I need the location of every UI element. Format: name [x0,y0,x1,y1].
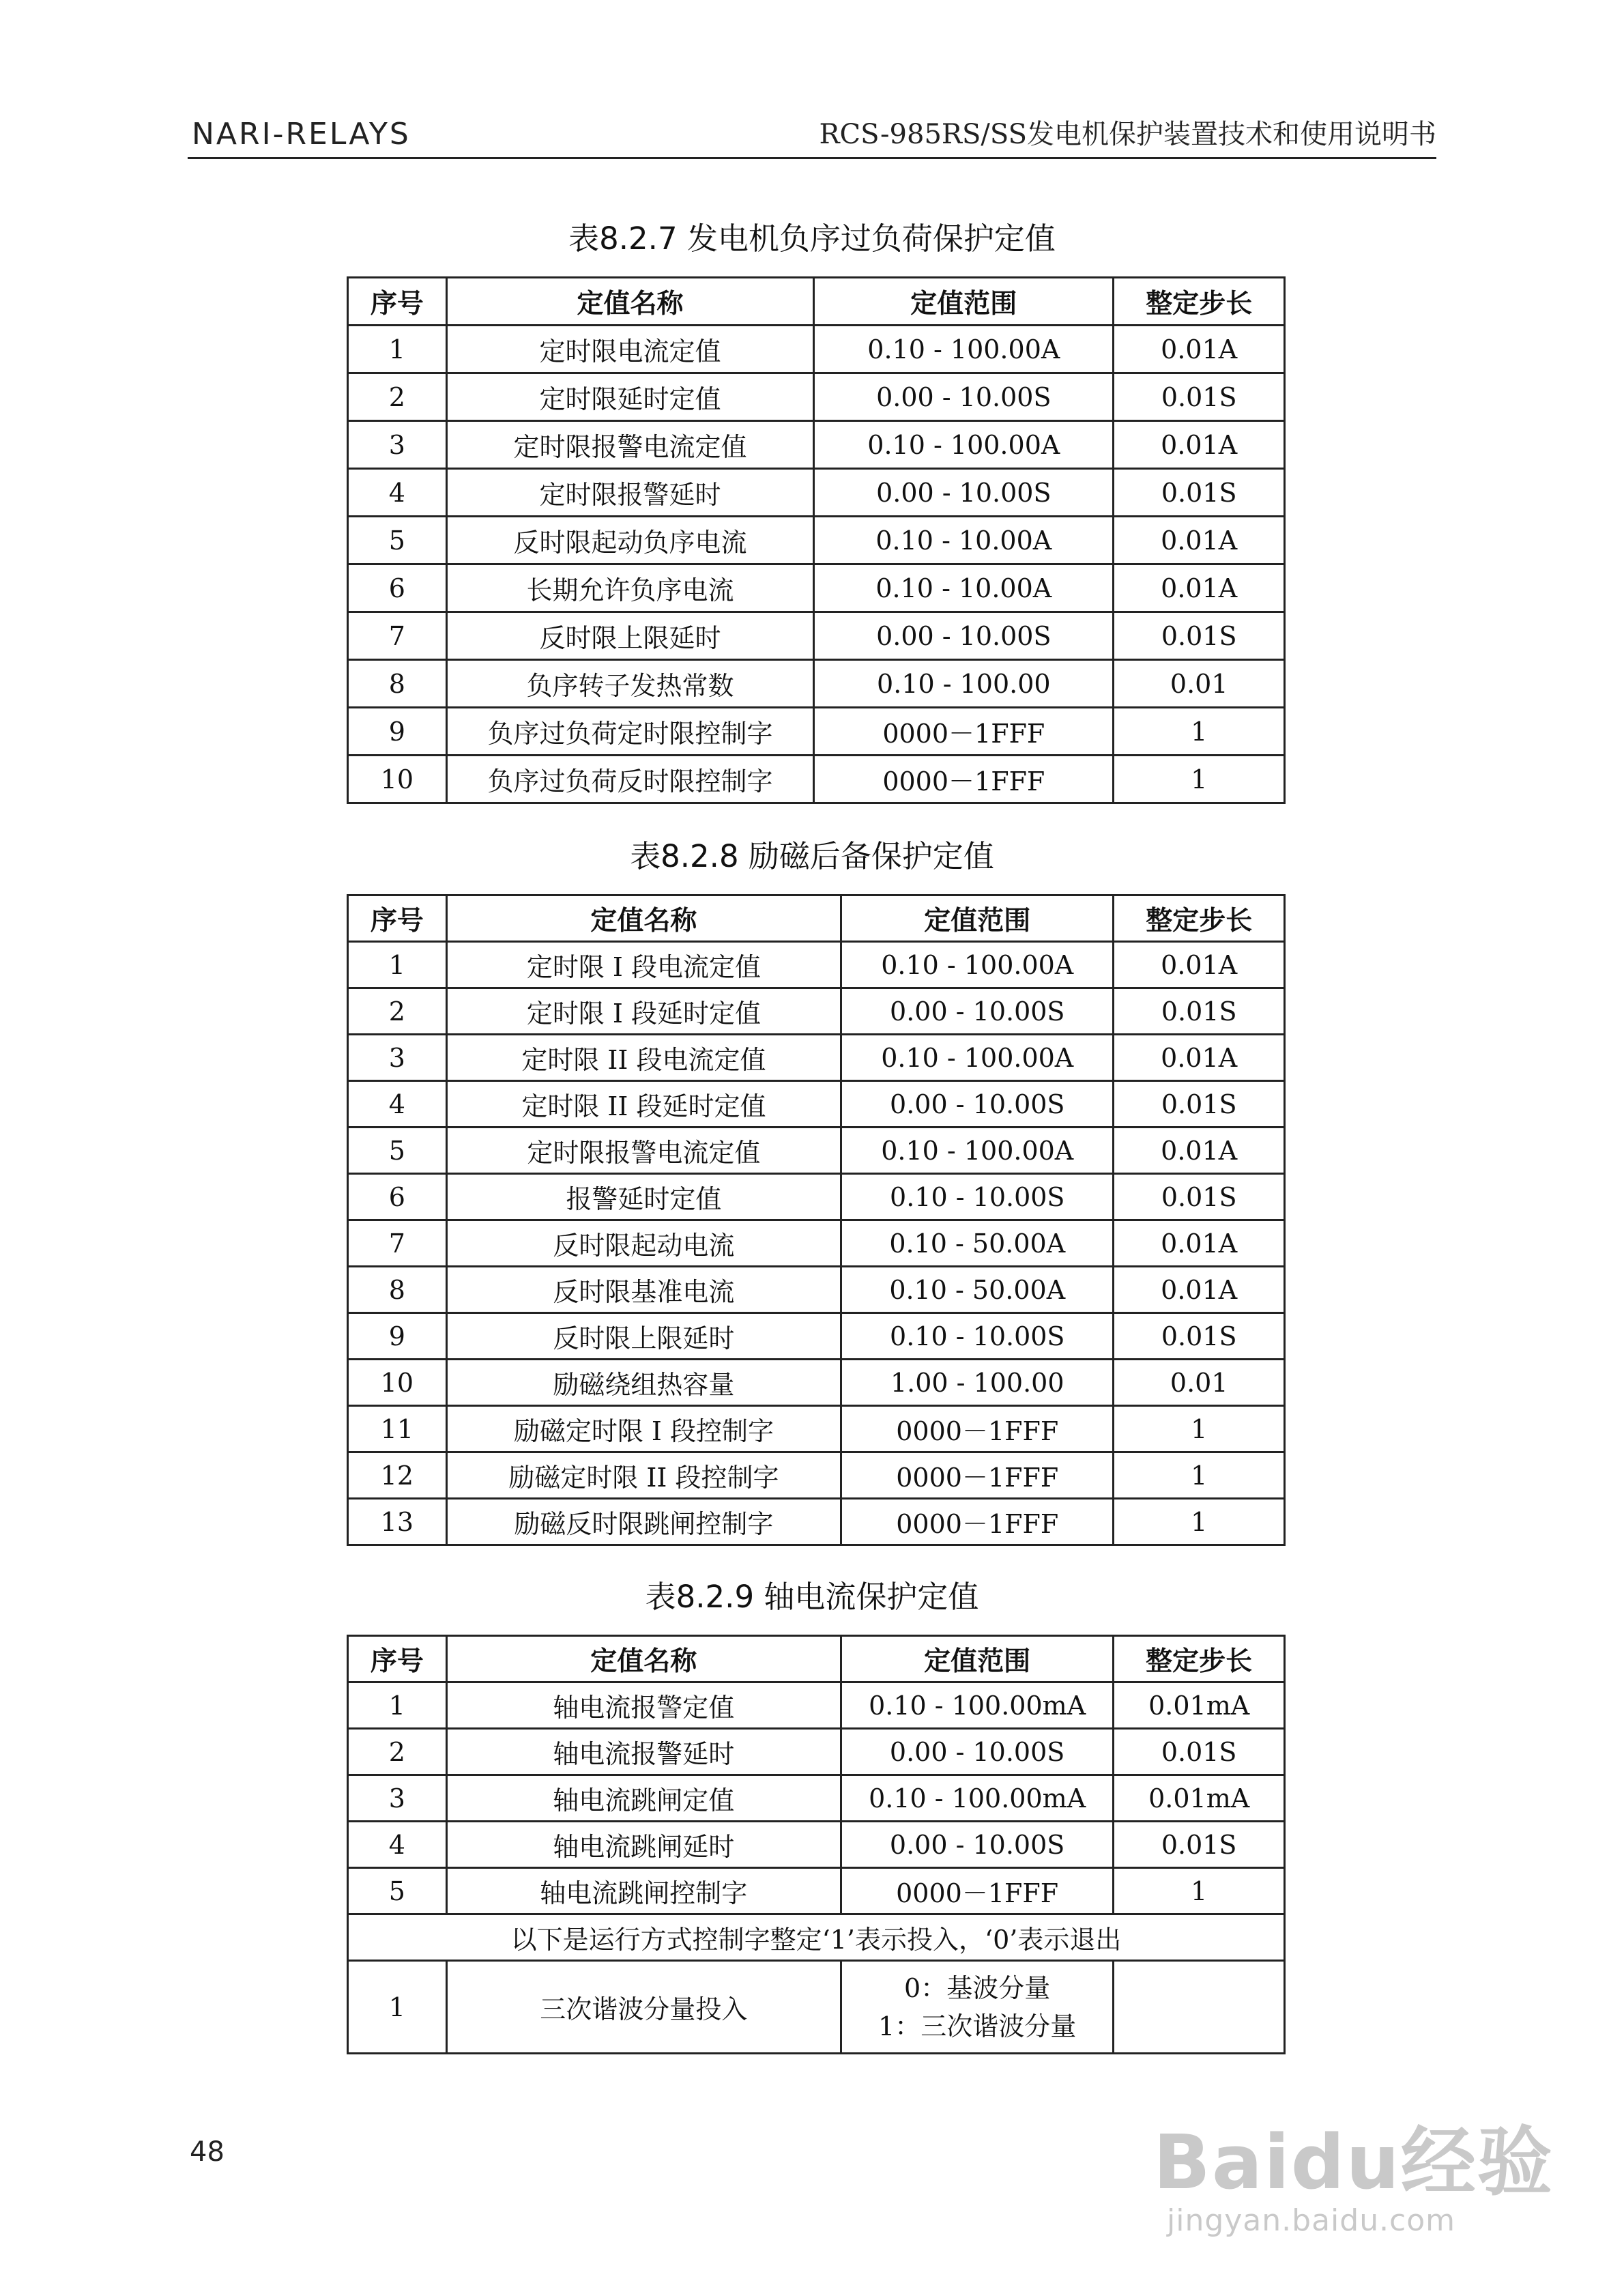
cell-name: 反时限起动负序电流 [446,517,814,564]
cell-range: 0000－1FFF [841,1868,1113,1914]
table-row [348,326,1285,373]
cell-name: 励磁绕组热容量 [446,1360,841,1406]
cell-no: 13 [348,1499,447,1545]
page-number: 48 [190,2136,224,2168]
cell-no: 3 [348,1035,447,1081]
cell-name: 定时限延时定值 [446,373,814,421]
cell-name: 定时限 II 段延时定值 [446,1081,841,1128]
cell-no: 4 [348,469,447,517]
cell-step: 0.01mA [1114,1682,1285,1729]
cell-step: 0.01A [1114,1128,1285,1174]
cell-name: 定时限电流定值 [446,326,814,373]
cell-range: 0.10 - 100.00 [814,660,1114,708]
table-row [348,1267,1285,1313]
cell-no: 4 [348,1081,447,1128]
cell-step: 0.01 [1114,1360,1285,1406]
table-row [348,756,1285,803]
cell-no: 1 [348,942,447,988]
cell-step: 0.01S [1114,1313,1285,1360]
cell-name: 负序转子发热常数 [446,660,814,708]
cell-step: 0.01 [1114,660,1285,708]
cell-range: 0.00 - 10.00S [814,612,1114,660]
cell-name: 励磁反时限跳闸控制字 [446,1499,841,1545]
cell-range: 0.10 - 100.00A [841,1128,1114,1174]
cell-name: 反时限上限延时 [446,1313,841,1360]
col-name-header: 定值名称 [446,895,841,942]
cell-name: 定时限 I 段电流定值 [446,942,841,988]
cell-range: 0.10 - 100.00A [841,942,1114,988]
cell-step: 1 [1114,708,1285,756]
cell-no: 5 [348,1128,447,1174]
option-fundamental: 0：基波分量 [904,1972,1051,2003]
cell-no: 8 [348,1267,447,1313]
cell-name: 定时限 II 段电流定值 [446,1035,841,1081]
col-name-header: 定值名称 [446,1636,841,1682]
table-note-row [348,1914,1285,1961]
cell-step: 0.01S [1114,1081,1285,1128]
cell-step: 0.01A [1114,517,1285,564]
cell-no: 6 [348,564,447,612]
table2 [347,894,1286,1546]
cell-name: 反时限上限延时 [446,612,814,660]
col-step-header: 整定步长 [1114,278,1285,326]
cell-range: 0.10 - 100.00A [841,1035,1114,1081]
cell-no: 5 [348,1868,447,1914]
cell-range [841,1961,1113,2054]
watermark-url: jingyan.baidu.com [1167,2203,1456,2238]
table-row [348,1360,1285,1406]
table-row [348,1220,1285,1267]
table-row [348,612,1285,660]
document-title: RCS-985RS/SS发电机保护装置技术和使用说明书 [819,119,1436,150]
table-header-row [348,278,1285,326]
cell-name: 定时限报警延时 [446,469,814,517]
col-no-header: 序号 [348,1636,447,1682]
cell-no: 1 [348,1961,447,2054]
cell-name: 励磁定时限 II 段控制字 [446,1452,841,1499]
cell-range: 0.00 - 10.00S [841,988,1114,1035]
cell-no: 12 [348,1452,447,1499]
cell-no: 10 [348,756,447,803]
cell-range: 1.00 - 100.00 [841,1360,1114,1406]
cell-step: 0.01A [1114,1035,1285,1081]
table-row [348,469,1285,517]
cell-step: 0.01S [1114,373,1285,421]
cell-range: 0000－1FFF [841,1406,1114,1452]
cell-step: 0.01S [1114,612,1285,660]
cell-step: 0.01A [1114,564,1285,612]
table-row [348,1313,1285,1360]
cell-range: 0.10 - 100.00A [814,421,1114,469]
control-word-note: 以下是运行方式控制字整定‘1’表示投入，‘0’表示退出 [348,1914,1285,1961]
cell-name: 轴电流报警定值 [446,1682,841,1729]
cell-range: 0.10 - 100.00mA [841,1682,1113,1729]
table-row [348,988,1285,1035]
cell-range: 0.10 - 10.00S [841,1313,1114,1360]
table-row [348,373,1285,421]
table3 [347,1635,1286,2054]
cell-step: 0.01A [1114,1220,1285,1267]
cell-range: 0.10 - 50.00A [841,1267,1114,1313]
cell-step: 0.01A [1114,326,1285,373]
cell-no: 10 [348,1360,447,1406]
cell-range: 0000－1FFF [841,1452,1114,1499]
brand-name: NARI-RELAYS [192,117,411,152]
cell-step: 0.01S [1114,1729,1285,1775]
cell-no: 3 [348,1775,447,1822]
cell-no: 2 [348,1729,447,1775]
cell-no: 7 [348,612,447,660]
table-row [348,1174,1285,1220]
baidu-watermark [1153,2102,1563,2259]
cell-no: 11 [348,1406,447,1452]
cell-step: 1 [1114,1406,1285,1452]
cell-name: 定时限报警电流定值 [446,1128,841,1174]
table1-caption: 表8.2.7 发电机负序过负荷保护定值 [568,220,1056,257]
table-row [348,1682,1285,1729]
cell-name: 定时限 I 段延时定值 [446,988,841,1035]
table-row [348,1499,1285,1545]
cell-step: 0.01A [1114,421,1285,469]
col-no-header: 序号 [348,895,447,942]
cell-step: 0.01S [1114,988,1285,1035]
cell-range: 0.00 - 10.00S [814,373,1114,421]
col-step-header: 整定步长 [1114,895,1285,942]
table-row [348,1081,1285,1128]
cell-no: 2 [348,988,447,1035]
cell-step [1114,1961,1285,2054]
cell-name: 定时限报警电流定值 [446,421,814,469]
cell-range: 0.10 - 50.00A [841,1220,1114,1267]
table3-caption: 表8.2.9 轴电流保护定值 [645,1579,979,1615]
table-row [348,942,1285,988]
cell-range: 0000－1FFF [841,1499,1114,1545]
table-row [348,1775,1285,1822]
cell-no: 3 [348,421,447,469]
cell-step: 1 [1114,1868,1285,1914]
cell-step: 0.01S [1114,469,1285,517]
cell-range: 0.10 - 10.00A [814,517,1114,564]
table-row [348,517,1285,564]
cell-range: 0.10 - 10.00A [814,564,1114,612]
table-row [348,1406,1285,1452]
col-no-header: 序号 [348,278,447,326]
cell-no: 7 [348,1220,447,1267]
cell-name: 励磁定时限 I 段控制字 [446,1406,841,1452]
table-header-row [348,1636,1285,1682]
cell-range: 0.00 - 10.00S [841,1822,1113,1868]
cell-no: 2 [348,373,447,421]
table-row [348,1452,1285,1499]
cell-no: 1 [348,1682,447,1729]
col-step-header: 整定步长 [1114,1636,1285,1682]
col-range-header: 定值范围 [814,278,1114,326]
table2-caption: 表8.2.8 励磁后备保护定值 [630,838,994,874]
col-range-header: 定值范围 [841,1636,1113,1682]
cell-range: 0.10 - 100.00mA [841,1775,1113,1822]
page-header [188,109,1436,159]
cell-step: 1 [1114,756,1285,803]
col-name-header: 定值名称 [446,278,814,326]
cell-step: 1 [1114,1499,1285,1545]
cell-name: 三次谐波分量投入 [446,1961,841,2054]
table-row [348,421,1285,469]
cell-name: 轴电流跳闸控制字 [446,1868,841,1914]
cell-name: 反时限起动电流 [446,1220,841,1267]
cell-range: 0.00 - 10.00S [814,469,1114,517]
cell-name: 反时限基准电流 [446,1267,841,1313]
cell-no: 4 [348,1822,447,1868]
cell-range: 0.00 - 10.00S [841,1729,1113,1775]
table-header-row [348,895,1285,942]
cell-name: 负序过负荷定时限控制字 [446,708,814,756]
table-row [348,1822,1285,1868]
cell-name: 轴电流报警延时 [446,1729,841,1775]
table-row [348,1729,1285,1775]
cell-step: 0.01A [1114,1267,1285,1313]
cell-no: 6 [348,1174,447,1220]
table-row [348,564,1285,612]
cell-range: 0.10 - 100.00A [814,326,1114,373]
cell-name: 报警延时定值 [446,1174,841,1220]
cell-step: 0.01A [1114,942,1285,988]
table-row [348,1868,1285,1914]
cell-name: 长期允许负序电流 [446,564,814,612]
table-row [348,1128,1285,1174]
cell-no: 9 [348,1313,447,1360]
cell-step: 0.01mA [1114,1775,1285,1822]
cell-range: 0.10 - 10.00S [841,1174,1114,1220]
cell-no: 9 [348,708,447,756]
cell-name: 负序过负荷反时限控制字 [446,756,814,803]
cell-no: 1 [348,326,447,373]
table1 [347,276,1286,804]
watermark-logo: Baidu经验 [1153,2119,1554,2206]
option-third-harmonic: 1：三次谐波分量 [878,2011,1077,2041]
cell-range: 0000－1FFF [814,708,1114,756]
cell-range: 0.00 - 10.00S [841,1081,1114,1128]
col-range-header: 定值范围 [841,895,1114,942]
cell-step: 1 [1114,1452,1285,1499]
cell-name: 轴电流跳闸延时 [446,1822,841,1868]
table-row [348,660,1285,708]
mode-row [348,1961,1285,2054]
cell-step: 0.01S [1114,1822,1285,1868]
cell-name: 轴电流跳闸定值 [446,1775,841,1822]
table-row [348,708,1285,756]
cell-range: 0000－1FFF [814,756,1114,803]
cell-step: 0.01S [1114,1174,1285,1220]
table-row [348,1035,1285,1081]
cell-no: 5 [348,517,447,564]
cell-no: 8 [348,660,447,708]
